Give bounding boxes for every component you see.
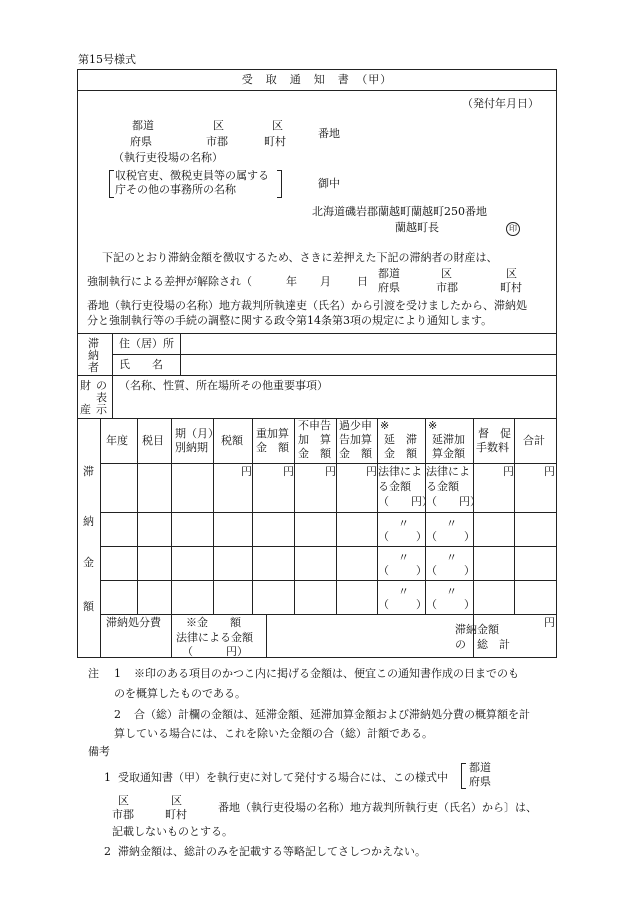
rule-table-bottom (77, 657, 557, 658)
remark1-line1: 受取通知書（甲）を執行吏に対して発付する場合には、この様式中 (118, 771, 448, 784)
note1-line2: のを概算したものである。 (114, 687, 246, 700)
frame-right (556, 69, 557, 657)
title-divider (77, 90, 557, 91)
body-fuken: 府県 (378, 281, 400, 294)
ditto-entaikasan-r2: 〃 (446, 517, 457, 530)
footer-total-yen: 円 (544, 616, 555, 629)
hdr-zeimoku: 税目 (142, 434, 164, 447)
recipient-line2: 庁その他の事務所の名称 (115, 183, 236, 196)
debtor-label-2: 納 (88, 349, 99, 362)
body-line4: 分と強制執行等の手続の調整に関する政令第14条第3項の規定により通知します。 (87, 314, 493, 327)
entai-legal-1: 法律によ (378, 465, 422, 478)
addr-chouson: 町村 (264, 135, 286, 148)
hdr-tokusoku-2: 手数料 (476, 441, 509, 454)
paren-close-entai-r3: ） (416, 564, 427, 577)
remark1-ku2: 区 (171, 794, 182, 807)
body-ku2: 区 (506, 267, 517, 280)
footer-kingaku: ※金 額 (186, 616, 241, 629)
hdr-kibetsu-2: 別納期 (175, 441, 208, 454)
addr-ku1: 区 (213, 119, 224, 132)
body-day: 日 (357, 275, 368, 288)
yen-zeigaku: 円 (241, 465, 252, 478)
col-juka (294, 418, 295, 614)
hdr-entai-3: 金 額 (384, 447, 417, 460)
hdr-fushinkoku-1: 不申告 (298, 419, 331, 432)
rule-header-bottom (100, 463, 557, 464)
paren-open-entai-r4: （ (378, 598, 389, 611)
remark2-num: 2 (104, 845, 111, 858)
rule-debtor-mid (112, 354, 557, 355)
col-zeigaku (252, 418, 253, 614)
hdr-fushinkoku-3: 金 額 (298, 447, 331, 460)
body-line3: 番地（執行吏役場の名称）地方裁判所執達吏（氏名）から引渡を受けましたから、滞納処 (87, 299, 527, 312)
form-number: 第15号様式 (78, 53, 136, 66)
hdr-juka-1: 重加算 (256, 427, 289, 440)
rule-row4 (100, 614, 557, 615)
addr-office-name: （執行吏役場の名称） (113, 151, 223, 164)
ditto-entai-r2: 〃 (398, 517, 409, 530)
property-label-5: 示 (96, 403, 107, 416)
sender-title: 蘭越町長 (395, 221, 439, 234)
rule-debtor-bottom (77, 375, 557, 376)
paren-close-entaikasan-r4: ） (464, 598, 475, 611)
col-kibetsu (213, 418, 214, 614)
debtor-name-label: 氏 名 (119, 358, 163, 371)
footer-total-1: 滞納金額 (455, 623, 499, 636)
ditto-entai-r3: 〃 (398, 551, 409, 564)
debtor-label-3: 者 (88, 361, 99, 374)
rule-row1 (100, 512, 557, 513)
entai-legal-3: （ 円） (378, 495, 433, 508)
body-month: 月 (320, 275, 331, 288)
body-todo: 都道 (378, 267, 400, 280)
hdr-entai-2: 延 滞 (384, 433, 417, 446)
remark1-num: 1 (104, 771, 111, 784)
remark1-line3: 記載しないものとする。 (112, 825, 233, 838)
rule-row3 (100, 580, 557, 581)
amount-side-4: 額 (83, 600, 94, 613)
ditto-entai-r4: 〃 (398, 585, 409, 598)
body-year: 年 (286, 275, 297, 288)
rule-label-col (112, 333, 113, 418)
paren-open-entaikasan-r2: （ (426, 530, 437, 543)
body-line2: 強制執行による差押が解除され（ (87, 275, 252, 288)
entaikasan-legal-3: （ 円） (426, 495, 481, 508)
remarks-head: 備考 (88, 745, 110, 758)
hdr-kasho-2: 告加算 (339, 433, 372, 446)
col-kasho (377, 418, 378, 614)
paren-open-entaikasan-r4: （ (426, 598, 437, 611)
col-tokusoku (514, 418, 515, 614)
property-note: （名称、性質、所在場所その他重要事項） (119, 379, 328, 392)
frame-left (77, 69, 78, 657)
paren-close-entaikasan-r3: ） (464, 564, 475, 577)
note2-line1: 合（総）計欄の金額は、延滞金額、延滞加算金額および滞納処分費の概算額を計 (134, 708, 530, 721)
hdr-kasho-3: 金 額 (339, 447, 372, 460)
hdr-nendo: 年度 (106, 434, 128, 447)
property-label-4: 産 (80, 403, 91, 416)
remark1-shigun: 市郡 (112, 808, 134, 821)
bracket-left (109, 170, 114, 198)
debtor-label-1: 滞 (88, 337, 99, 350)
body-chouson: 町村 (500, 281, 522, 294)
note2-line2: 算している場合には、これを除いた金額の合（総）計額である。 (114, 727, 433, 740)
rule-debtor-top (77, 333, 557, 334)
col-legal (266, 614, 267, 657)
debtor-address-label: 住（居）所 (119, 337, 174, 350)
footer-shobunhi: 滞納処分費 (106, 616, 161, 629)
hdr-entaikasan-1: ※ (428, 419, 438, 432)
remark1-line2: 番地（執行吏役場の名称）地方裁判所執行吏（氏名）から〕は、 (218, 801, 537, 814)
notes-head: 注 (88, 667, 99, 680)
paren-open-entaikasan-r3: （ (426, 564, 437, 577)
col-entai (425, 418, 426, 614)
paren-open-entai-r2: （ (378, 530, 389, 543)
bracket-right (277, 170, 282, 198)
addr-ku2: 区 (272, 119, 283, 132)
hdr-entaikasan-3: 算金額 (432, 447, 465, 460)
recipient-line1: 収税官吏、徴税吏員等の属する (115, 169, 269, 182)
col-fushinkoku (336, 418, 337, 614)
addr-banchi: 番地 (318, 127, 340, 140)
hdr-tokusoku-1: 督 促 (478, 427, 511, 440)
addr-shigun: 市郡 (206, 135, 228, 148)
amount-side-3: 金 (83, 556, 94, 569)
issue-date: （発付年月日） (462, 97, 539, 110)
paren-open-entai-r3: （ (378, 564, 389, 577)
property-label-3: 表 (96, 391, 107, 404)
hdr-gokei: 合計 (523, 434, 545, 447)
sender-address: 北海道磯岩郡蘭越町蘭越町250番地 (312, 205, 487, 218)
hdr-fushinkoku-2: 加 算 (298, 433, 331, 446)
seal-icon: 印 (506, 222, 520, 236)
addr-todo: 都道 (132, 119, 154, 132)
hdr-entai-1: ※ (380, 419, 390, 432)
body-line1: 下記のとおり滞納金額を徴収するため、さきに差押えた下記の滞納者の財産は、 (102, 251, 498, 264)
hdr-entaikasan-2: 延滞加 (432, 433, 465, 446)
remark1-fuken: 府県 (469, 775, 491, 788)
note1-num: 1 (114, 667, 121, 680)
amount-side-2: 納 (83, 515, 94, 528)
yen-juka: 円 (283, 465, 294, 478)
note1-line1: ※印のある項目のかつこ内に掲げる金額は、便宜この通知書作成の日までのも (134, 667, 519, 680)
remark2-line1: 滞納金額は、総計のみを記載する等略記してさしつかえない。 (118, 845, 426, 858)
paren-close-entai-r4: ） (416, 598, 427, 611)
col-zeimoku (171, 418, 172, 657)
remark1-chouson: 町村 (165, 808, 187, 821)
remark-bracket (461, 763, 466, 789)
frame-top (77, 69, 557, 70)
hdr-kasho-1: 過少申 (339, 419, 372, 432)
remark1-ku1: 区 (118, 794, 129, 807)
footer-legal-yen: （ 円） (182, 645, 248, 658)
rule-debtor-col (180, 333, 181, 375)
onchu: 御中 (318, 177, 340, 190)
body-shigun: 市郡 (436, 281, 458, 294)
entaikasan-legal-2: る金額 (426, 480, 459, 493)
note2-num: 2 (114, 708, 121, 721)
ditto-entaikasan-r4: 〃 (446, 585, 457, 598)
entaikasan-legal-1: 法律によ (426, 465, 470, 478)
addr-fuken: 府県 (130, 135, 152, 148)
document-title: 受 取 通 知 書 （甲） (241, 73, 393, 86)
property-label-2: の (96, 379, 107, 392)
body-ku1: 区 (441, 267, 452, 280)
entai-legal-2: る金額 (378, 480, 411, 493)
paren-close-entaikasan-r2: ） (464, 530, 475, 543)
yen-fushinkoku: 円 (325, 465, 336, 478)
col-side (100, 418, 101, 657)
yen-kasho: 円 (366, 465, 377, 478)
hdr-kibetsu-1: 期（月） (175, 427, 219, 440)
hdr-juka-2: 金 額 (256, 441, 289, 454)
footer-total-2: の 総 計 (455, 638, 510, 651)
rule-row2 (100, 546, 557, 547)
hdr-zeigaku: 税額 (221, 434, 243, 447)
yen-tokusoku: 円 (503, 465, 514, 478)
col-nendo (137, 418, 138, 614)
remark1-todo: 都道 (469, 761, 491, 774)
ditto-entaikasan-r3: 〃 (446, 551, 457, 564)
paren-close-entai-r2: ） (416, 530, 427, 543)
footer-legal: 法律による金額 (176, 631, 253, 644)
amount-side-1: 滞 (83, 465, 94, 478)
property-label-1: 財 (80, 379, 91, 392)
yen-gokei: 円 (544, 465, 555, 478)
